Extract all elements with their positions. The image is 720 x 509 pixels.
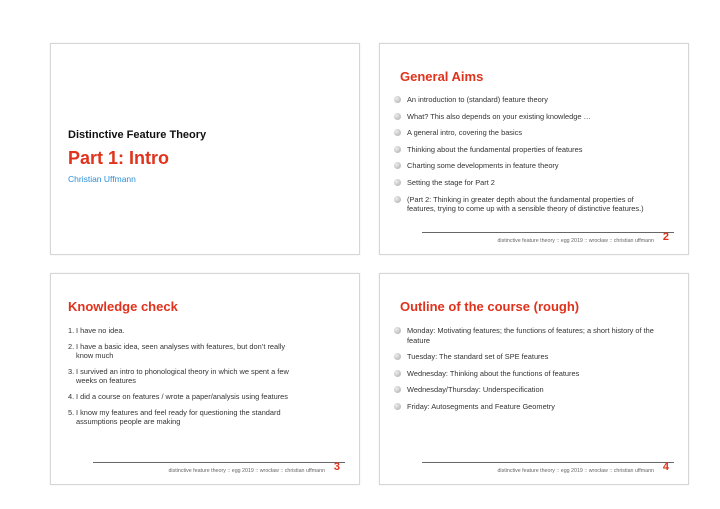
slide-title: Knowledge check — [68, 299, 178, 314]
footer-text: distinctive feature theory :: egg 2019 :: wrocław :: christian uffmann — [497, 238, 654, 244]
list-item: 5. I know my features and feel ready for questioning the standard assumptions people are making — [68, 407, 281, 427]
bullet-icon — [394, 196, 401, 203]
slide-footer — [93, 462, 345, 477]
list-item: 2. I have a basic idea, seen analyses with features, but don’t really know much — [68, 341, 286, 361]
list-item: Tuesday: The standard set of SPE features — [394, 352, 659, 362]
bullet-icon — [394, 353, 401, 360]
bullet-icon — [394, 129, 401, 136]
list-item: Thinking about the fundamental properties of features — [394, 145, 664, 155]
slide-1 — [50, 43, 360, 255]
page-number: 2 — [662, 231, 669, 243]
slide-footer — [422, 462, 674, 477]
page-number: 4 — [662, 461, 669, 473]
list-item: Wednesday/Thursday: Underspecification — [394, 385, 659, 395]
page-number: 3 — [333, 461, 340, 473]
bullet-icon — [394, 403, 401, 410]
list-item: 3. I survived an intro to phonological theory in which we spent a few weeks on features — [68, 366, 289, 386]
list-item: Monday: Motivating features; the functions of features; a short history of the feature — [394, 326, 659, 345]
numbered-list — [68, 326, 298, 427]
author-name: Christian Uffmann — [68, 174, 136, 184]
list-item: What? This also depends on your existing knowledge … — [394, 112, 664, 122]
bullet-icon — [394, 146, 401, 153]
list-item: Friday: Autosegments and Feature Geometry — [394, 402, 659, 412]
bullet-icon — [394, 370, 401, 377]
list-item: A general intro, covering the basics — [394, 128, 664, 138]
footer-text: distinctive feature theory :: egg 2019 :: wrocław :: christian uffmann — [497, 468, 654, 474]
bullet-icon — [394, 327, 401, 334]
slide-footer — [422, 232, 674, 247]
bullet-list — [394, 95, 664, 214]
list-item: (Part 2: Thinking in greater depth about the fundamental properties of features, trying to come up with a sensible theory of distinctive features.) — [394, 195, 664, 214]
list-item: 1. I have no idea. — [68, 326, 125, 335]
bullet-list — [394, 326, 659, 412]
bullet-icon — [394, 113, 401, 120]
slide-title: Outline of the course (rough) — [400, 299, 580, 314]
bullet-icon — [394, 162, 401, 169]
list-item: Setting the stage for Part 2 — [394, 178, 664, 188]
slide-4 — [379, 273, 689, 485]
list-item: An introduction to (standard) feature theory — [394, 95, 664, 105]
footer-text: distinctive feature theory :: egg 2019 :: wrocław :: christian uffmann — [168, 468, 325, 474]
part-title: Part 1: Intro — [68, 148, 170, 168]
list-item: Wednesday: Thinking about the functions of features — [394, 369, 659, 379]
deck-heading: Distinctive Feature Theory — [68, 129, 207, 141]
bullet-icon — [394, 386, 401, 393]
list-item: 4. I did a course on features / wrote a paper/analysis using features — [68, 391, 288, 401]
slide-title: General Aims — [400, 69, 484, 84]
slide-3 — [50, 273, 360, 485]
list-item: Charting some developments in feature theory — [394, 161, 664, 171]
bullet-icon — [394, 96, 401, 103]
slide-2 — [379, 43, 689, 255]
bullet-icon — [394, 179, 401, 186]
